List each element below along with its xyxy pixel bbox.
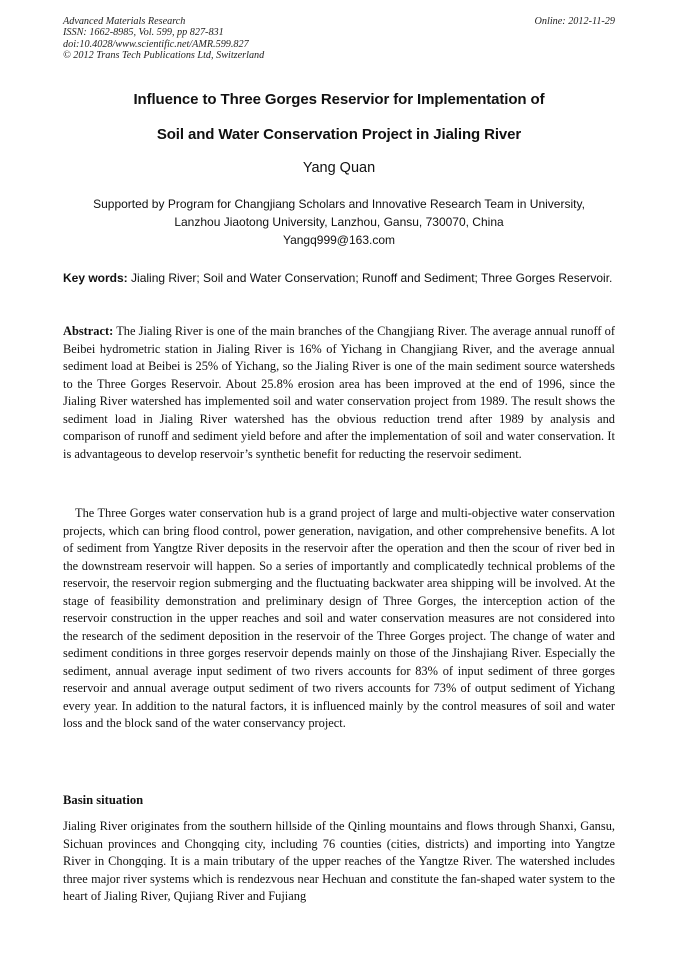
journal-issn: ISSN: 1662-8985, Vol. 599, pp 827-831 [63,27,224,39]
author-name: Yang Quan [302,160,376,176]
abstract-label: Abstract: [63,324,114,338]
abstract-block [63,323,615,463]
abstract-text: The Jialing River is one of the main branches of the Changjiang River. The average annual runoff of Beibei hydrometric station in Jialing River is 16% of Yichang in Changjiang River, and the average annual sediment load at Beibei is 25% of Yichang, so the Jialing River is one of the main sediment source watersheds to the Three Gorges Reservoir. About 25.8% erosion area has been improved at the end of 1996, since the Jialing River watershed has implemented soil and water conservation project from 1989. The result shows the sediment load in Jialing River watershed has the obvious reduction trend after 1989 by analysis and comparison of runoff and sediment yield before and after the implementation of soil and water conservation. It is advantageous to develop reservoir’s synthetic benefit for reducting the reservoir sediment. [63,324,615,461]
affiliation-block [63,195,615,249]
keywords-label: Key words: [63,271,128,285]
author-email: Yangq999@163.com [282,233,396,247]
journal-doi: doi:10.4028/www.scientific.net/AMR.599.827 [63,38,249,50]
paper-title-line-1: Influence to Three Gorges Reservior for Implementation of [133,91,545,108]
intro-paragraph: The Three Gorges water conservation hub is a grand project of large and multi-objective water conservation projects, which can bring flood control, power generation, navigation, and other comprehensive benefits. A lot of sediment from Yangtze River deposits in the reservoir after the operation and then the scour of river bed in the downstream reservoir will happen. So a series of importantly and complicatedly technical problems of the reservoir, the reservoir region submerging and the fluctuating backwater area shipping will be involved. At the stage of feasibility demonstration and preliminary design of Three Gorges, the interception action of the reservoir construction in the upper reaches and soil and water conservation measures are not considered into the research of the sediment deposition in the reservoir of the Three Gorges project. The change of water and sediment conditions in three gorges reservoir depends mainly on those of the Jinshajiang River. Especially the sediment, annual average input sediment of two rivers accounts for 83% of input sediment of three gorges reservoir and annual average output sediment of two rivers accounts for 73% of output sediment of Yichang every year. In addition to the natural factors, it is influenced mainly by the control measures of soil and water loss and the block sand of the water conservancy project. [63,506,615,730]
keywords-text: Jialing River; Soil and Water Conservation; Runoff and Sediment; Three Gorges Reservoir. [131,271,613,285]
journal-header [63,16,615,62]
section-heading-basin: Basin situation [63,793,144,807]
keywords-block [63,269,615,287]
paper-title-line-2: Soil and Water Conservation Project in Jialing River [156,126,522,143]
affiliation-line-2: Lanzhou Jiaotong University, Lanzhou, Gansu, 730070, China [174,215,504,229]
basin-paragraph: Jialing River originates from the southern hillside of the Qinling mountains and flows through Shanxi, Gansu, Sichuan provinces and Chongqing city, including 76 counties (cities, districts) and importing into Yangtze River in Chongqing. It is a main tributary of the upper reaches of the Yangtze River. The watershed includes three major river systems which is rendezvous near Hechuan and constitute the fan-shaped water system to the heart of Jialing River, Qujiang River and Fujiang [63,819,615,903]
online-date: Online: 2012-11-29 [534,16,615,27]
affiliation-line-1: Supported by Program for Changjiang Scholars and Innovative Research Team in University, [93,197,585,211]
journal-name: Advanced Materials Research [63,16,186,27]
journal-copyright: © 2012 Trans Tech Publications Ltd, Switzerland [63,50,265,62]
